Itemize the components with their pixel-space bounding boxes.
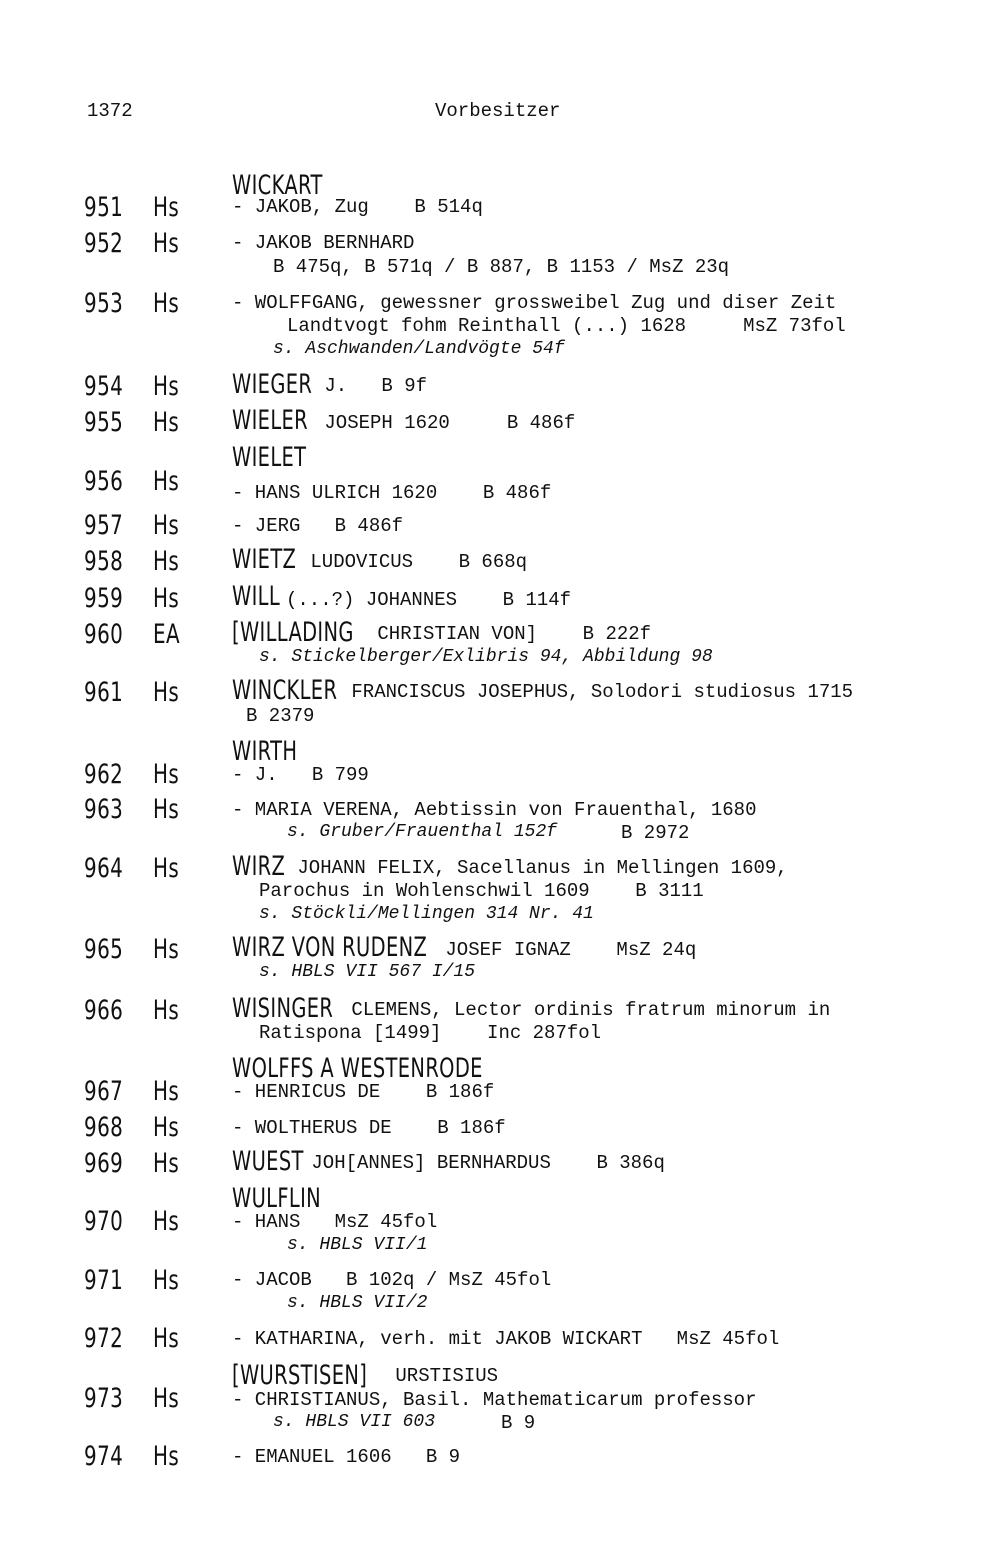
entry-class: Hs — [153, 407, 180, 438]
entry-line: - J. B 799 — [232, 764, 369, 786]
entry-number: 951 — [84, 192, 124, 223]
entry-class: Hs — [153, 1323, 180, 1354]
entry-line: LUDOVICUS B 668q — [299, 551, 528, 573]
entry-name: WUEST — [232, 1146, 304, 1177]
group-heading-wurstisen-alias: URSTISIUS — [384, 1365, 499, 1387]
entry-line: B 9 — [501, 1412, 536, 1434]
entry-class: Hs — [153, 995, 180, 1026]
entry-line: JOSEF IGNAZ MsZ 24q — [434, 939, 697, 961]
entry-reference: s. Stickelberger/Exlibris 94, Abbildung 98 — [259, 647, 713, 667]
entry-number: 953 — [84, 288, 124, 319]
entry-class: Hs — [153, 583, 180, 614]
entry-line: - JAKOB, Zug B 514q — [232, 196, 483, 218]
entry-line: Ratispona [1499] Inc 287fol — [259, 1022, 602, 1044]
entry-line: - WOLFFGANG, gewessner grossweibel Zug und diser Zeit — [232, 292, 837, 314]
entry-number: 954 — [84, 371, 124, 402]
entry-line: CLEMENS, Lector ordinis fratrum minorum in — [340, 999, 831, 1021]
entry-reference: s. HBLS VII 603 — [273, 1412, 436, 1432]
entry-reference: s. HBLS VII/1 — [287, 1235, 428, 1255]
entry-number: 963 — [84, 794, 124, 825]
entry-line: B 2379 — [246, 705, 315, 727]
entry-number: 965 — [84, 934, 124, 965]
entry-name: WIRZ VON RUDENZ — [232, 932, 428, 963]
entry-class: Hs — [153, 1441, 180, 1472]
entry-line: Parochus in Wohlenschwil 1609 B 3111 — [259, 880, 704, 902]
entry-number: 956 — [84, 466, 124, 497]
page-number: 1372 — [87, 100, 133, 122]
entry-line: - CHRISTIANUS, Basil. Mathematicarum professor — [232, 1389, 757, 1411]
entry-class: Hs — [153, 546, 180, 577]
entry-number: 962 — [84, 759, 124, 790]
entry-number: 960 — [84, 619, 124, 650]
entry-name: WIETZ — [232, 544, 297, 575]
entry-class: Hs — [153, 466, 180, 497]
entry-class: EA — [153, 619, 181, 650]
entry-number: 966 — [84, 995, 124, 1026]
entry-class: Hs — [153, 1148, 180, 1179]
entry-class: Hs — [153, 853, 180, 884]
group-heading-wurstisen: [WURSTISEN] — [232, 1360, 368, 1391]
entry-line: - JAKOB BERNHARD — [232, 232, 415, 254]
entry-line: JOH[ANNES] BERNHARDUS B 386q — [300, 1152, 665, 1174]
entry-number: 955 — [84, 407, 124, 438]
entry-line: - HANS MsZ 45fol — [232, 1211, 438, 1233]
page-title: Vorbesitzer — [435, 100, 561, 122]
entry-line: - JACOB B 102q / MsZ 45fol — [232, 1269, 552, 1291]
entry-class: Hs — [153, 1265, 180, 1296]
entry-number: 957 — [84, 510, 124, 541]
entry-class: Hs — [153, 510, 180, 541]
entry-line: J. B 9f — [313, 375, 428, 397]
entry-line: - EMANUEL 1606 B 9 — [232, 1446, 461, 1468]
entry-line: - HENRICUS DE B 186f — [232, 1081, 495, 1103]
entry-class: Hs — [153, 759, 180, 790]
entry-class: Hs — [153, 934, 180, 965]
entry-line: B 2972 — [621, 822, 690, 844]
entry-reference: s. Aschwanden/Landvögte 54f — [273, 339, 565, 359]
entry-number: 968 — [84, 1112, 124, 1143]
entry-line: Landtvogt fohm Reinthall (...) 1628 MsZ 73fol — [287, 315, 846, 337]
entry-number: 952 — [84, 228, 124, 259]
entry-line: FRANCISCUS JOSEPHUS, Solodori studiosus 1715 — [340, 681, 854, 703]
entry-reference: s. Stöckli/Mellingen 314 Nr. 41 — [259, 904, 594, 924]
entry-class: Hs — [153, 1383, 180, 1414]
entry-class: Hs — [153, 677, 180, 708]
entry-line: - JERG B 486f — [232, 515, 404, 537]
entry-reference: s. HBLS VII 567 I/15 — [259, 962, 476, 982]
entry-name: [WILLADING — [232, 617, 354, 648]
group-heading-wickart: WICKART — [232, 170, 323, 201]
entry-class: Hs — [153, 1206, 180, 1237]
entry-line: CHRISTIAN VON] B 222f — [366, 623, 652, 645]
entry-name: WIRZ — [232, 851, 286, 882]
entry-number: 964 — [84, 853, 124, 884]
entry-line: B 475q, B 571q / B 887, B 1153 / MsZ 23q — [273, 256, 730, 278]
entry-line: - HANS ULRICH 1620 B 486f — [232, 482, 552, 504]
entry-line: - MARIA VERENA, Aebtissin von Frauenthal, 1680 — [232, 799, 757, 821]
entry-number: 974 — [84, 1441, 124, 1472]
entry-name: WIEGER — [232, 369, 313, 400]
entry-class: Hs — [153, 192, 180, 223]
entry-line: JOHANN FELIX, Sacellanus in Mellingen 1609, — [286, 857, 788, 879]
entry-class: Hs — [153, 371, 180, 402]
entry-line: - WOLTHERUS DE B 186f — [232, 1117, 506, 1139]
entry-name: WIELER — [232, 405, 309, 436]
group-heading-wirth: WIRTH — [232, 736, 298, 767]
entry-number: 967 — [84, 1076, 124, 1107]
entry-line: - KATHARINA, verh. mit JAKOB WICKART MsZ 45fol — [232, 1328, 780, 1350]
entry-reference: s. Gruber/Frauenthal 152f — [287, 822, 558, 842]
entry-class: Hs — [153, 1076, 180, 1107]
entry-name: WINCKLER — [232, 675, 338, 706]
entry-line: JOSEPH 1620 B 486f — [313, 412, 576, 434]
entry-name: WISINGER — [232, 993, 334, 1024]
entry-number: 958 — [84, 546, 124, 577]
entry-reference: s. HBLS VII/2 — [287, 1293, 428, 1313]
entry-number: 970 — [84, 1206, 124, 1237]
group-heading-wielet: WIELET — [232, 442, 307, 473]
entry-line: (...?) JOHANNES B 114f — [286, 589, 572, 611]
entry-class: Hs — [153, 1112, 180, 1143]
group-heading-wolffs: WOLFFS A WESTENRODE — [232, 1053, 483, 1084]
entry-class: Hs — [153, 794, 180, 825]
entry-number: 972 — [84, 1323, 124, 1354]
entry-number: 969 — [84, 1148, 124, 1179]
entry-number: 959 — [84, 583, 124, 614]
entry-number: 971 — [84, 1265, 124, 1296]
entry-class: Hs — [153, 228, 180, 259]
entry-number: 961 — [84, 677, 124, 708]
entry-number: 973 — [84, 1383, 124, 1414]
entry-class: Hs — [153, 288, 180, 319]
entry-name: WILL — [232, 581, 281, 612]
group-heading-wulflin: WULFLIN — [232, 1183, 322, 1214]
